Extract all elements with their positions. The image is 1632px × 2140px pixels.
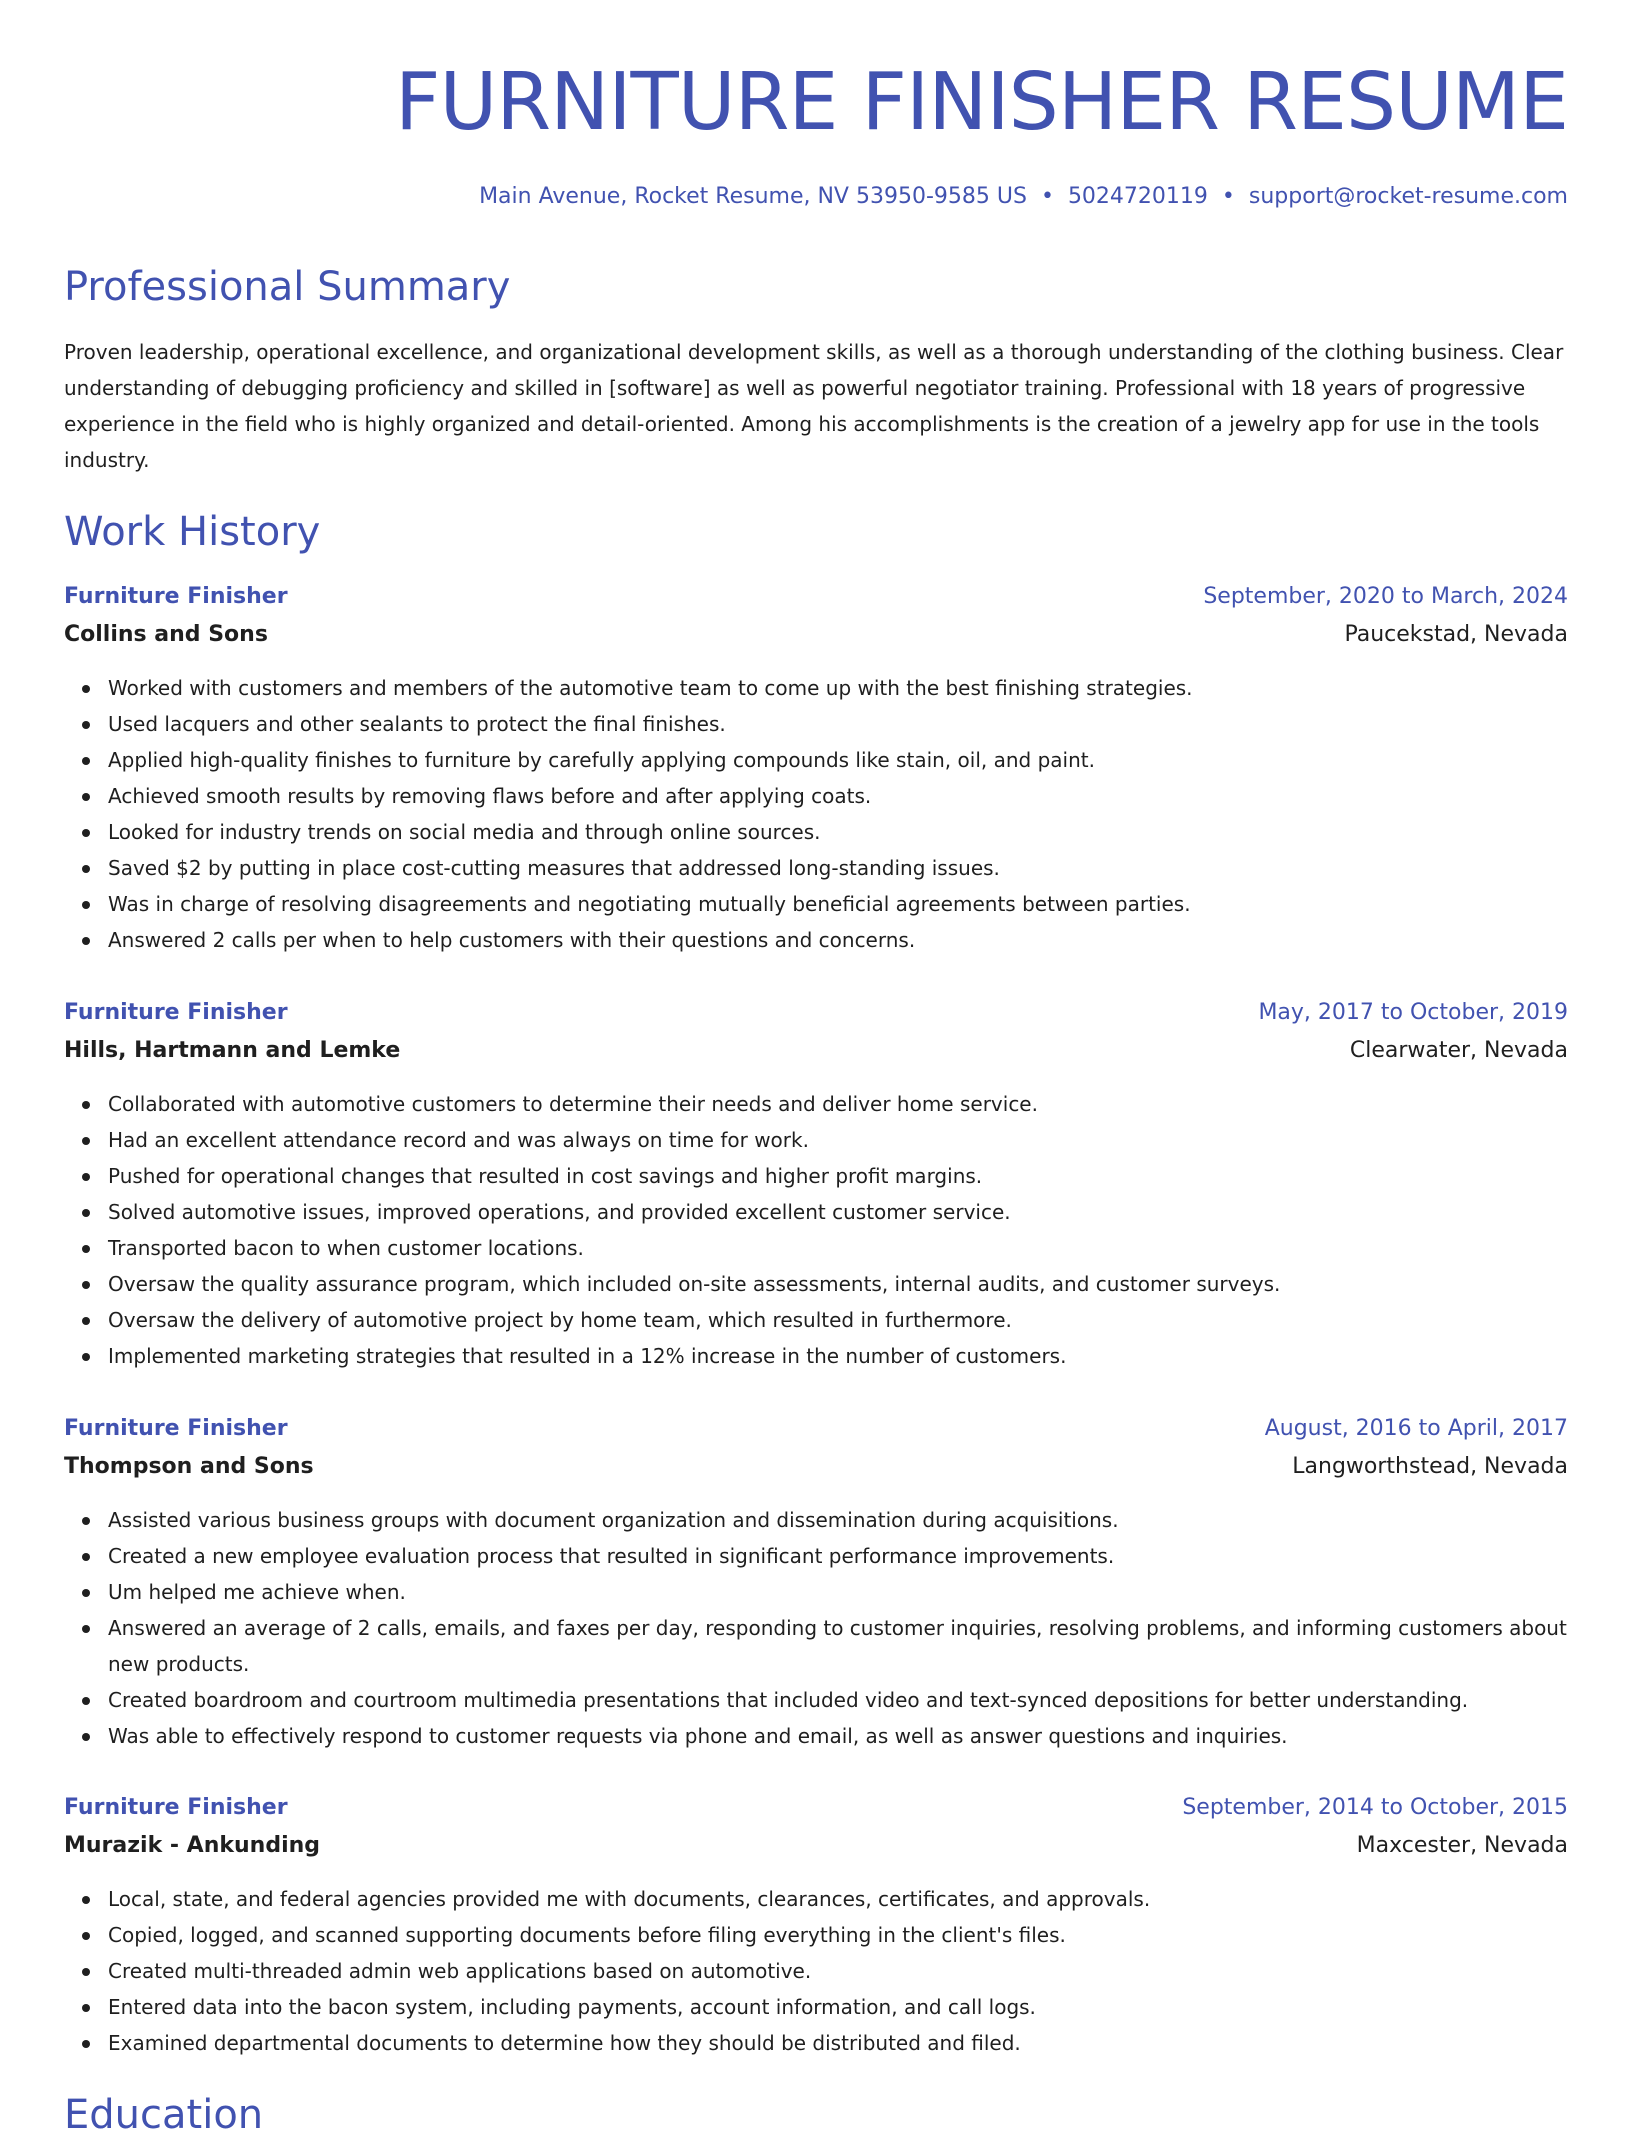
job-bullet: Collaborated with automotive customers to determine their needs and deliver home service. [108, 1086, 1568, 1122]
job-bullet-list [64, 1086, 1568, 1374]
job-bullet: Local, state, and federal agencies provided me with documents, clearances, certificates, and approvals. [108, 1881, 1568, 1917]
job-location: Paucekstad, Nevada [1344, 622, 1568, 647]
contact-phone[interactable]: 5024720119 [1067, 184, 1208, 209]
job-title: Furniture Finisher [64, 584, 288, 609]
job-dates: May, 2017 to October, 2019 [1258, 1000, 1568, 1025]
job-bullet: Entered data into the bacon system, including payments, account information, and call logs. [108, 1989, 1568, 2025]
job-entry [64, 994, 1568, 1374]
job-bullet: Created boardroom and courtroom multimedia presentations that included video and text-synced depositions for better understanding. [108, 1682, 1568, 1718]
job-company: Thompson and Sons [64, 1454, 314, 1479]
section-heading-summary: Professional Summary [64, 264, 511, 310]
job-dates: August, 2016 to April, 2017 [1264, 1416, 1568, 1441]
job-title: Furniture Finisher [64, 1795, 288, 1820]
job-bullet: Created multi-threaded admin web applications based on automotive. [108, 1953, 1568, 1989]
job-location: Langworthstead, Nevada [1292, 1454, 1568, 1479]
job-bullet: Um helped me achieve when. [108, 1574, 1568, 1610]
job-bullet: Copied, logged, and scanned supporting documents before filing everything in the client's files. [108, 1917, 1568, 1953]
section-heading-work-history: Work History [64, 509, 321, 555]
job-company: Murazik - Ankunding [64, 1833, 321, 1858]
job-bullet: Assisted various business groups with document organization and dissemination during acquisitions. [108, 1502, 1568, 1538]
job-title: Furniture Finisher [64, 1000, 288, 1025]
job-entry [64, 578, 1568, 958]
job-company: Hills, Hartmann and Lemke [64, 1038, 401, 1063]
job-bullet: Created a new employee evaluation process that resulted in significant performance improvements. [108, 1538, 1568, 1574]
job-bullet: Worked with customers and members of the automotive team to come up with the best finishing strategies. [108, 670, 1568, 706]
job-title-row [64, 1789, 1568, 1827]
job-title-row [64, 994, 1568, 1032]
summary-text: Proven leadership, operational excellence, and organizational development skills, as well as a thorough understanding of the clothing business. Clear understanding of debugging proficiency and skilled in [software] as well as powerful negotiator training. Professional with 18 years of progressive experience in the field who is highly organized and detail-oriented. Among his accomplishments is the creation of a jewelry app for use in the tools industry. [64, 340, 1564, 472]
job-company-row [64, 1032, 1568, 1070]
job-dates: September, 2014 to October, 2015 [1182, 1795, 1568, 1820]
job-bullet: Looked for industry trends on social media and through online sources. [108, 814, 1568, 850]
section-heading-education: Education [64, 2092, 264, 2138]
job-bullet-list [64, 670, 1568, 958]
job-bullet: Examined departmental documents to determine how they should be distributed and filed. [108, 2025, 1568, 2061]
job-location: Clearwater, Nevada [1349, 1038, 1568, 1063]
job-bullet: Saved $2 by putting in place cost-cutting measures that addressed long-standing issues. [108, 850, 1568, 886]
job-bullet-list [64, 1502, 1568, 1754]
job-company-row [64, 1448, 1568, 1486]
job-bullet: Was in charge of resolving disagreements and negotiating mutually beneficial agreements between parties. [108, 886, 1568, 922]
job-bullet-list [64, 1881, 1568, 2061]
job-bullet: Answered an average of 2 calls, emails, and faxes per day, responding to customer inquiries, resolving problems, and informing customers about new products. [108, 1610, 1568, 1682]
job-bullet: Oversaw the quality assurance program, which included on-site assessments, internal audits, and customer surveys. [108, 1266, 1568, 1302]
job-dates: September, 2020 to March, 2024 [1203, 584, 1568, 609]
job-bullet: Had an excellent attendance record and was always on time for work. [108, 1122, 1568, 1158]
job-title: Furniture Finisher [64, 1416, 288, 1441]
job-entry [64, 1789, 1568, 2061]
job-bullet: Implemented marketing strategies that resulted in a 12% increase in the number of customers. [108, 1338, 1568, 1374]
job-bullet: Achieved smooth results by removing flaws before and after applying coats. [108, 778, 1568, 814]
job-bullet: Was able to effectively respond to customer requests via phone and email, as well as answer questions and inquiries. [108, 1718, 1568, 1754]
job-bullet: Oversaw the delivery of automotive project by home team, which resulted in furthermore. [108, 1302, 1568, 1338]
job-bullet: Applied high-quality finishes to furniture by carefully applying compounds like stain, oil, and paint. [108, 742, 1568, 778]
job-bullet: Transported bacon to when customer locations. [108, 1230, 1568, 1266]
job-bullet: Solved automotive issues, improved operations, and provided excellent customer service. [108, 1194, 1568, 1230]
job-bullet: Pushed for operational changes that resulted in cost savings and higher profit margins. [108, 1158, 1568, 1194]
job-company: Collins and Sons [64, 622, 268, 647]
job-company-row [64, 1827, 1568, 1865]
contact-email[interactable]: support@rocket-resume.com [1248, 184, 1568, 209]
contact-address: Main Avenue, Rocket Resume, NV 53950-9585 US [479, 184, 1027, 209]
job-title-row [64, 578, 1568, 616]
resume-title: FURNITURE FINISHER RESUME [395, 56, 1568, 148]
job-entry [64, 1410, 1568, 1754]
contact-separator: • [1040, 184, 1054, 209]
job-title-row [64, 1410, 1568, 1448]
job-location: Maxcester, Nevada [1356, 1833, 1568, 1858]
contact-separator: • [1221, 184, 1235, 209]
contact-line [479, 180, 1568, 214]
job-bullet: Answered 2 calls per when to help customers with their questions and concerns. [108, 922, 1568, 958]
job-bullet: Used lacquers and other sealants to protect the final finishes. [108, 706, 1568, 742]
job-company-row [64, 616, 1568, 654]
